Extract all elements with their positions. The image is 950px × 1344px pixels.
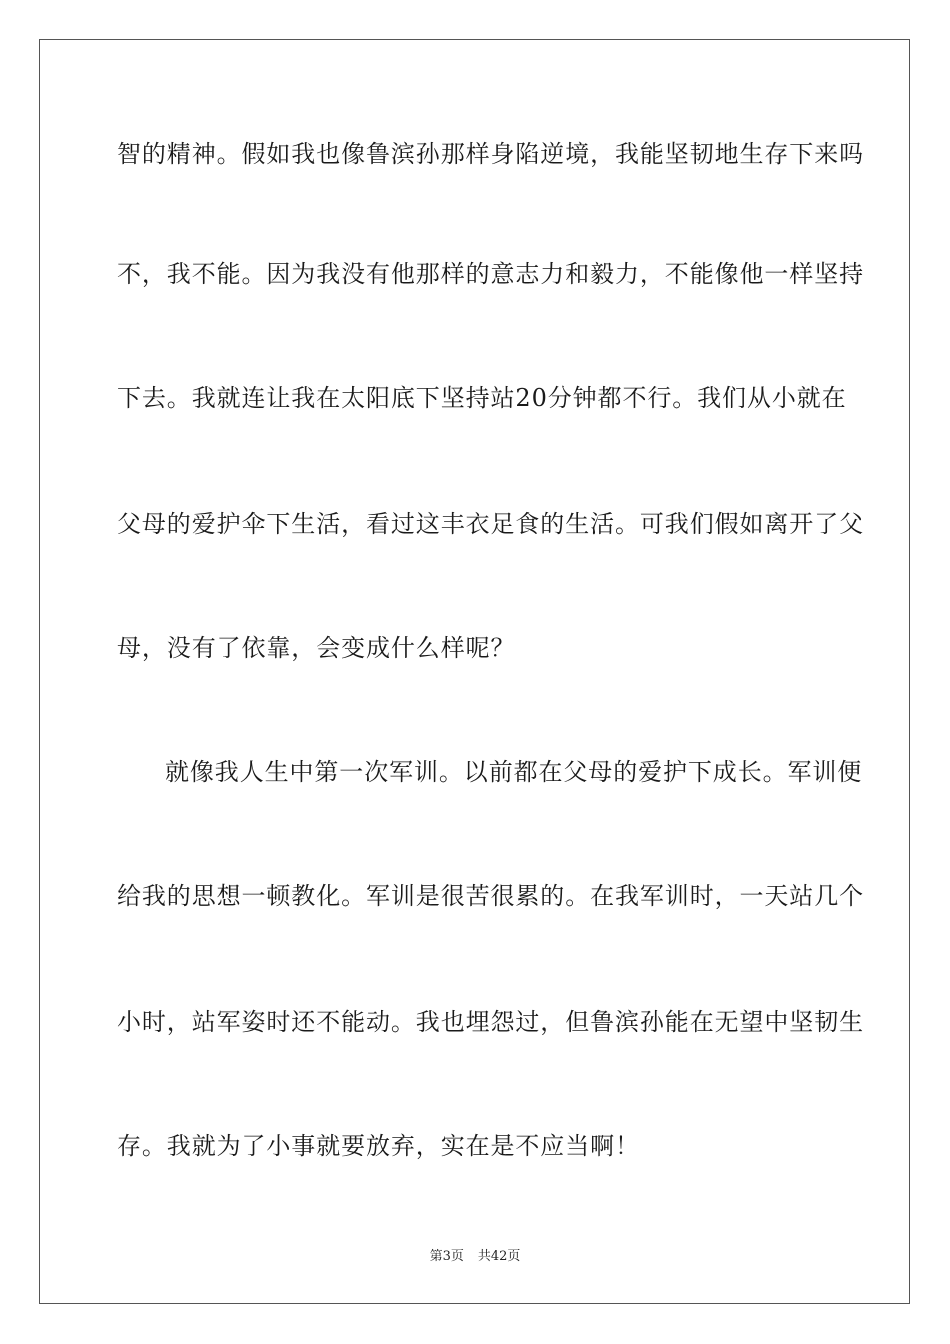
total-pages: 共42页 xyxy=(477,1249,521,1264)
text-line-4: 父母的爱护伞下生活，看过这丰衣足食的生活。可我们假如离开了父 xyxy=(117,510,864,538)
text-line-3: 下去。我就连让我在太阳底下坚持站20分钟都不行。我们从小就在 xyxy=(117,384,847,412)
text-line-6-paragraph-start: 就像我人生中第一次军训。以前都在父母的爱护下成长。军训便 xyxy=(165,758,863,786)
page-footer xyxy=(0,1248,950,1266)
text-line-2: 不，我不能。因为我没有他那样的意志力和毅力，不能像他一样坚持 xyxy=(117,260,864,288)
text-line-9: 存。我就为了小事就要放弃，实在是不应当啊！ xyxy=(117,1132,640,1160)
text-line-5: 母，没有了依靠，会变成什么样呢？ xyxy=(117,634,516,662)
text-line-8: 小时，站军姿时还不能动。我也埋怨过，但鲁滨孙能在无望中坚韧生 xyxy=(117,1008,864,1036)
page-number: 第3页 xyxy=(429,1249,464,1264)
text-line-1: 智的精神。假如我也像鲁滨孙那样身陷逆境，我能坚韧地生存下来吗 xyxy=(117,140,864,168)
text-line-7: 给我的思想一顿教化。军训是很苦很累的。在我军训时，一天站几个 xyxy=(117,882,864,910)
page-border xyxy=(39,39,910,1304)
